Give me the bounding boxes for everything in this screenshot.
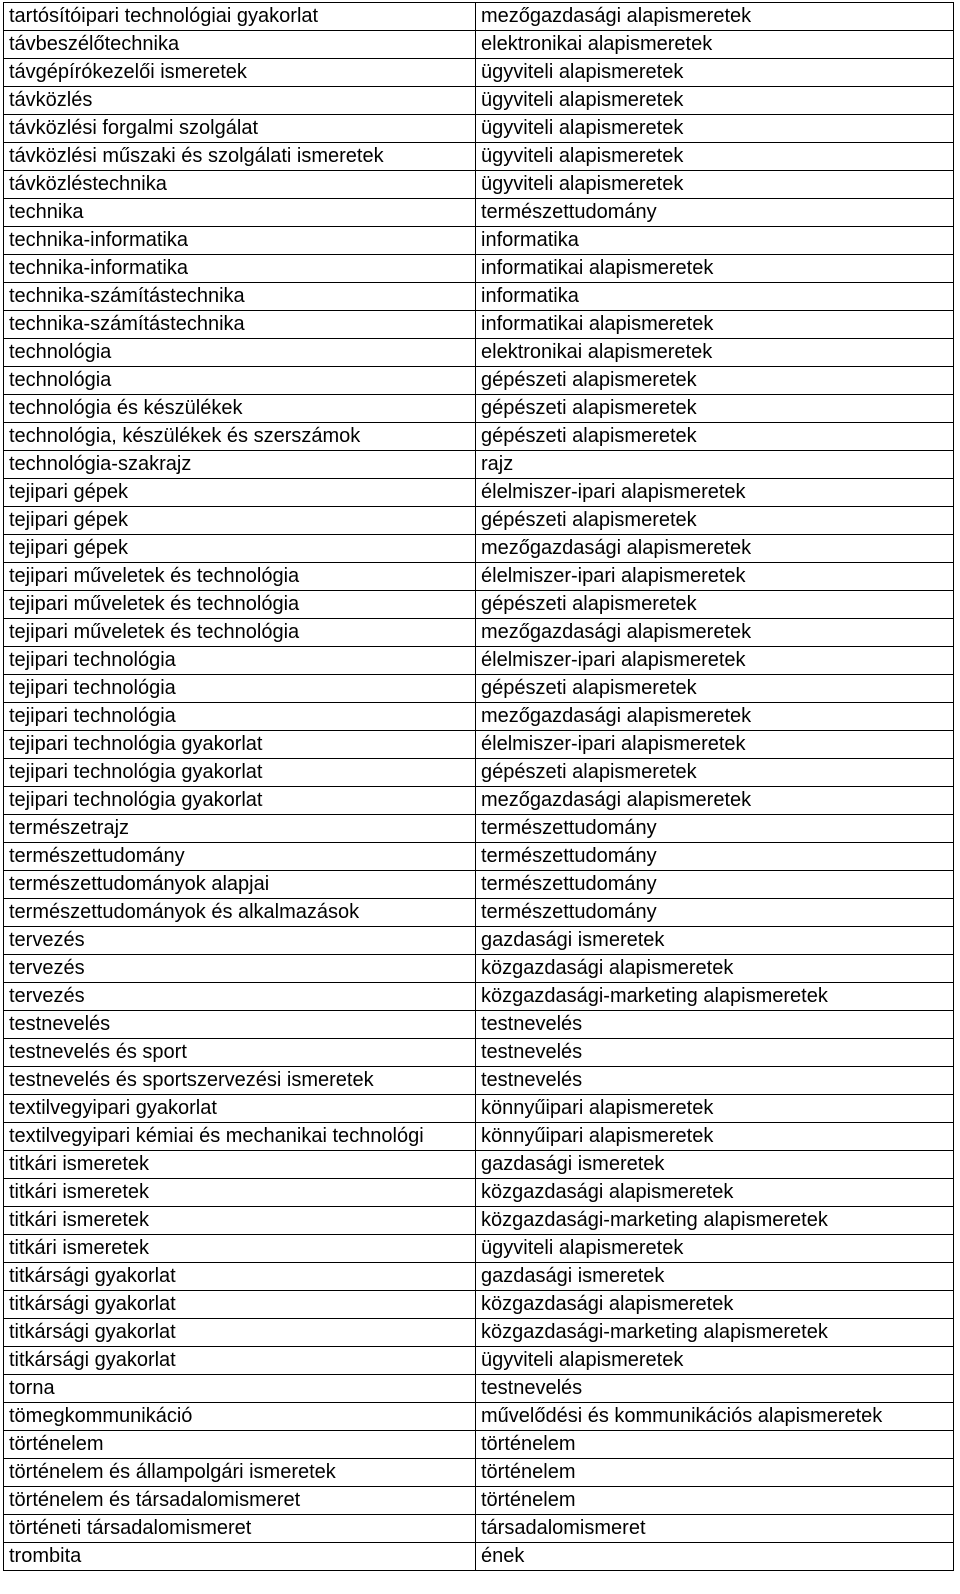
subject-cell: távközlési műszaki és szolgálati ismeretek [4,143,476,171]
table-row [4,1319,954,1347]
exam-subject-cell: informatikai alapismeretek [476,311,954,339]
subject-cell: természettudományok alapjai [4,871,476,899]
subject-cell: távközléstechnika [4,171,476,199]
subject-cell: tömegkommunikáció [4,1403,476,1431]
table-row [4,647,954,675]
subject-cell: torna [4,1375,476,1403]
table-row [4,927,954,955]
table-row [4,1179,954,1207]
subject-cell: textilvegyipari gyakorlat [4,1095,476,1123]
table-row [4,619,954,647]
exam-subject-cell: könnyűipari alapismeretek [476,1123,954,1151]
exam-subject-cell: ügyviteli alapismeretek [476,171,954,199]
exam-subject-cell: történelem [476,1459,954,1487]
exam-subject-cell: informatika [476,283,954,311]
exam-subject-cell: testnevelés [476,1375,954,1403]
table-row [4,171,954,199]
exam-subject-cell: ügyviteli alapismeretek [476,1235,954,1263]
table-row [4,1123,954,1151]
exam-subject-cell: ügyviteli alapismeretek [476,115,954,143]
exam-subject-cell: gépészeti alapismeretek [476,423,954,451]
subject-cell: textilvegyipari kémiai és mechanikai technológi [4,1123,476,1151]
exam-subject-cell: művelődési és kommunikációs alapismeretek [476,1403,954,1431]
table-row [4,1207,954,1235]
table-row [4,787,954,815]
table-row [4,367,954,395]
subject-cell: titkári ismeretek [4,1235,476,1263]
exam-subject-cell: testnevelés [476,1011,954,1039]
exam-subject-cell: informatikai alapismeretek [476,255,954,283]
exam-subject-cell: történelem [476,1487,954,1515]
subject-cell: távközlési forgalmi szolgálat [4,115,476,143]
subject-cell: távgépírókezelői ismeretek [4,59,476,87]
exam-subject-cell: gépészeti alapismeretek [476,507,954,535]
exam-subject-cell: gazdasági ismeretek [476,1151,954,1179]
subject-cell: tejipari műveletek és technológia [4,619,476,647]
table-row [4,395,954,423]
table-row [4,1291,954,1319]
subject-cell: testnevelés és sport [4,1039,476,1067]
exam-subject-cell: informatika [476,227,954,255]
subject-cell: tejipari gépek [4,535,476,563]
exam-subject-cell: közgazdasági-marketing alapismeretek [476,983,954,1011]
subject-cell: titkári ismeretek [4,1179,476,1207]
exam-subject-cell: mezőgazdasági alapismeretek [476,703,954,731]
exam-subject-cell: mezőgazdasági alapismeretek [476,619,954,647]
exam-subject-cell: közgazdasági-marketing alapismeretek [476,1319,954,1347]
table-row [4,1095,954,1123]
subject-cell: tejipari műveletek és technológia [4,591,476,619]
table-row [4,759,954,787]
table-row [4,1459,954,1487]
subject-cell: természettudomány [4,843,476,871]
subject-cell: technika-informatika [4,227,476,255]
subject-table [3,2,954,1571]
exam-subject-cell: ügyviteli alapismeretek [476,1347,954,1375]
table-row [4,1347,954,1375]
table-row [4,843,954,871]
table-row [4,283,954,311]
table-row [4,423,954,451]
table-row [4,1515,954,1543]
subject-cell: tartósítóipari technológiai gyakorlat [4,3,476,31]
exam-subject-cell: mezőgazdasági alapismeretek [476,3,954,31]
exam-subject-cell: elektronikai alapismeretek [476,339,954,367]
exam-subject-cell: elektronikai alapismeretek [476,31,954,59]
subject-cell: tervezés [4,955,476,983]
subject-cell: technológia és készülékek [4,395,476,423]
subject-cell: technika-számítástechnika [4,311,476,339]
table-row [4,899,954,927]
exam-subject-cell: ügyviteli alapismeretek [476,143,954,171]
exam-subject-cell: társadalomismeret [476,1515,954,1543]
exam-subject-cell: közgazdasági alapismeretek [476,1179,954,1207]
subject-cell: titkári ismeretek [4,1151,476,1179]
subject-cell: titkári ismeretek [4,1207,476,1235]
subject-cell: technológia [4,367,476,395]
subject-cell: történelem és állampolgári ismeretek [4,1459,476,1487]
table-row [4,815,954,843]
table-row [4,227,954,255]
subject-cell: tejipari technológia gyakorlat [4,731,476,759]
table-row [4,507,954,535]
table-row [4,143,954,171]
subject-cell: technológia-szakrajz [4,451,476,479]
exam-subject-cell: gépészeti alapismeretek [476,395,954,423]
subject-cell: testnevelés és sportszervezési ismeretek [4,1067,476,1095]
subject-cell: tejipari technológia [4,675,476,703]
exam-subject-cell: ügyviteli alapismeretek [476,87,954,115]
exam-subject-cell: élelmiszer-ipari alapismeretek [476,563,954,591]
subject-cell: titkársági gyakorlat [4,1291,476,1319]
exam-subject-cell: természettudomány [476,871,954,899]
exam-subject-cell: gépészeti alapismeretek [476,759,954,787]
subject-cell: természetrajz [4,815,476,843]
exam-subject-cell: élelmiszer-ipari alapismeretek [476,731,954,759]
subject-cell: történelem és társadalomismeret [4,1487,476,1515]
table-row [4,1011,954,1039]
table-row [4,3,954,31]
table-row [4,731,954,759]
exam-subject-cell: közgazdasági-marketing alapismeretek [476,1207,954,1235]
subject-cell: technika-számítástechnika [4,283,476,311]
table-row [4,1431,954,1459]
exam-subject-cell: történelem [476,1431,954,1459]
table-row [4,255,954,283]
exam-subject-cell: testnevelés [476,1067,954,1095]
subject-cell: tejipari gépek [4,507,476,535]
exam-subject-cell: gazdasági ismeretek [476,1263,954,1291]
exam-subject-cell: mezőgazdasági alapismeretek [476,787,954,815]
table-row [4,115,954,143]
table-row [4,59,954,87]
table-row [4,339,954,367]
subject-cell: tejipari technológia [4,647,476,675]
table-row [4,983,954,1011]
exam-subject-cell: gépészeti alapismeretek [476,367,954,395]
exam-subject-cell: természettudomány [476,899,954,927]
subject-cell: természettudományok és alkalmazások [4,899,476,927]
exam-subject-cell: természettudomány [476,843,954,871]
table-row [4,1487,954,1515]
subject-cell: tervezés [4,983,476,1011]
subject-cell: technika [4,199,476,227]
subject-cell: tejipari technológia gyakorlat [4,759,476,787]
table-row [4,199,954,227]
exam-subject-cell: élelmiszer-ipari alapismeretek [476,647,954,675]
subject-cell: technológia [4,339,476,367]
table-row [4,1151,954,1179]
subject-cell: tejipari műveletek és technológia [4,563,476,591]
exam-subject-cell: közgazdasági alapismeretek [476,1291,954,1319]
subject-cell: történeti társadalomismeret [4,1515,476,1543]
exam-subject-cell: ügyviteli alapismeretek [476,59,954,87]
table-row [4,479,954,507]
exam-subject-cell: közgazdasági alapismeretek [476,955,954,983]
exam-subject-cell: könnyűipari alapismeretek [476,1095,954,1123]
subject-cell: testnevelés [4,1011,476,1039]
subject-cell: történelem [4,1431,476,1459]
table-row [4,955,954,983]
table-row [4,311,954,339]
table-row [4,31,954,59]
table-row [4,675,954,703]
table-row [4,87,954,115]
exam-subject-cell: gazdasági ismeretek [476,927,954,955]
subject-cell: titkársági gyakorlat [4,1263,476,1291]
subject-cell: trombita [4,1543,476,1571]
exam-subject-cell: mezőgazdasági alapismeretek [476,535,954,563]
subject-cell: tejipari gépek [4,479,476,507]
table-row [4,703,954,731]
table-row [4,871,954,899]
exam-subject-cell: természettudomány [476,199,954,227]
subject-cell: távbeszélőtechnika [4,31,476,59]
exam-subject-cell: gépészeti alapismeretek [476,591,954,619]
table-row [4,1039,954,1067]
subject-cell: titkársági gyakorlat [4,1319,476,1347]
table-row [4,1403,954,1431]
subject-cell: tejipari technológia [4,703,476,731]
exam-subject-cell: testnevelés [476,1039,954,1067]
exam-subject-cell: természettudomány [476,815,954,843]
subject-cell: technika-informatika [4,255,476,283]
table-row [4,1375,954,1403]
table-body [4,3,954,1571]
table-row [4,563,954,591]
exam-subject-cell: gépészeti alapismeretek [476,675,954,703]
table-row [4,535,954,563]
exam-subject-cell: élelmiszer-ipari alapismeretek [476,479,954,507]
table-row [4,1235,954,1263]
exam-subject-cell: ének [476,1543,954,1571]
subject-cell: tejipari technológia gyakorlat [4,787,476,815]
subject-cell: távközlés [4,87,476,115]
table-row [4,451,954,479]
subject-cell: technológia, készülékek és szerszámok [4,423,476,451]
table-row [4,1263,954,1291]
exam-subject-cell: rajz [476,451,954,479]
table-row [4,1543,954,1571]
subject-cell: titkársági gyakorlat [4,1347,476,1375]
table-row [4,1067,954,1095]
table-row [4,591,954,619]
subject-cell: tervezés [4,927,476,955]
